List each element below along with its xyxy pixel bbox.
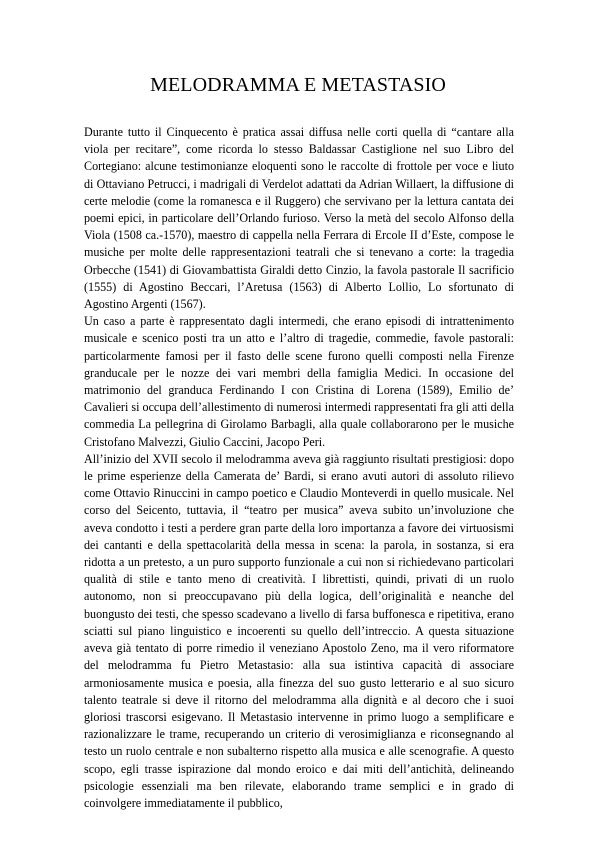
document-body — [84, 124, 514, 812]
paragraph-melodramma: All’inizio del XVII secolo il melodramma aveva già raggiunto risultati prestigiosi: dopo le prime esperienze della Camerata de’ Bardi, si erano avuti autori di assoluto rilievo come Ottavio Rinuccini in campo poetico e Claudio Monteverdi in quello musicale. Nel corso del Seicento, tuttavia, il “teatro per musica” aveva subito un’involuzione che aveva condotto i testi a perdere gran parte della loro importanza a favore dei virtuosismi dei cantanti e della spettacolarità della messa in scena: la parola, in sostanza, si era ridotta a un pretesto, a un puro supporto funzionale a cui non si richiedevano particolari qualità di stile e tanto meno di creatività. I librettisti, quindi, privati di un ruolo autonomo, non si preoccupavano più della logica, dell’originalità e neanche del buongusto dei testi, che spesso scadevano a livello di farsa buffonesca e ripetitiva, erano sciatti sul piano linguistico e incoerenti su quello dell’intreccio. A questa situazione aveva già tentato di porre rimedio il veneziano Apostolo Zeno, ma il vero riformatore del melodramma fu Pietro Metastasio: alla sua istintiva capacità di associare armoniosamente musica e poesia, alla finezza del suo gusto letterario e al suo sicuro talento teatrale si deve il ritorno del melodramma alla dignità e al decoro che i suoi gloriosi trascorsi esigevano. Il Metastasio intervenne in primo luogo a semplificare e razionalizzare le trame, recuperando un criterio di verosimiglianza e riconsegnando al testo un ruolo centrale e non subalterno rispetto alla musica e alle scenografie. A questo scopo, egli trasse ispirazione dal mondo eroico e dai miti dell’antichità, delineando psicologie essenziali ma ben rilevate, elaborando trame semplici e in grado di coinvolgere immediatamente il pubblico, — [84, 451, 514, 810]
paragraph-intermedi: Un caso a parte è rappresentato dagli intermedi, che erano episodi di intrattenimento musicale e scenico posti tra un atto e l’altro di tragedie, commedie, favole pastorali: particolarmente famosi per il fasto delle scene furono quelli composti nella Firenze granducale per le nozze dei vari membri della famiglia Medici. In occasione del matrimonio del granduca Ferdinando I con Cristina di Lorena (1589), Emilio de’ Cavalieri si occupa dell’allestimento di numerosi intermedi rappresentati fra gli atti della commedia La pellegrina di Girolamo Barbagli, alla quale collaborarono per le musiche Cristofano Malvezzi, Giulio Caccini, Jacopo Peri. — [84, 314, 514, 449]
document-title: MELODRAMMA E METASTASIO — [150, 74, 446, 96]
paragraph-cinquecento: Durante tutto il Cinquecento è pratica assai diffusa nelle corti quella di “cantare alla viola per recitare”, come ricorda lo stesso Baldassar Castiglione nel suo Libro del Cortegiano: alcune testimonianze eloquenti sono le raccolte di frottole per voce e liuto di Ottaviano Petrucci, i madrigali di Verdelot adattati da Adrian Willaert, la diffusione di certe melodie (come la romanesca e il Ruggero) che servivano per la lettura cantata dei poemi epici, in particolare dell’Orlando furioso. Verso la metà del secolo Alfonso della Viola (1508 ca.-1570), maestro di cappella nella Ferrara di Ercole II d’Este, compose le musiche per molte delle rappresentazioni teatrali che si tenevano a corte: la tragedia Orbecche (1541) di Giovambattista Giraldi detto Cinzio, la favola pastorale Il sacrificio (1555) di Agostino Beccari, l’Aretusa (1563) di Alberto Lollio, Lo sfortunato di Agostino Argenti (1567). — [84, 125, 514, 312]
